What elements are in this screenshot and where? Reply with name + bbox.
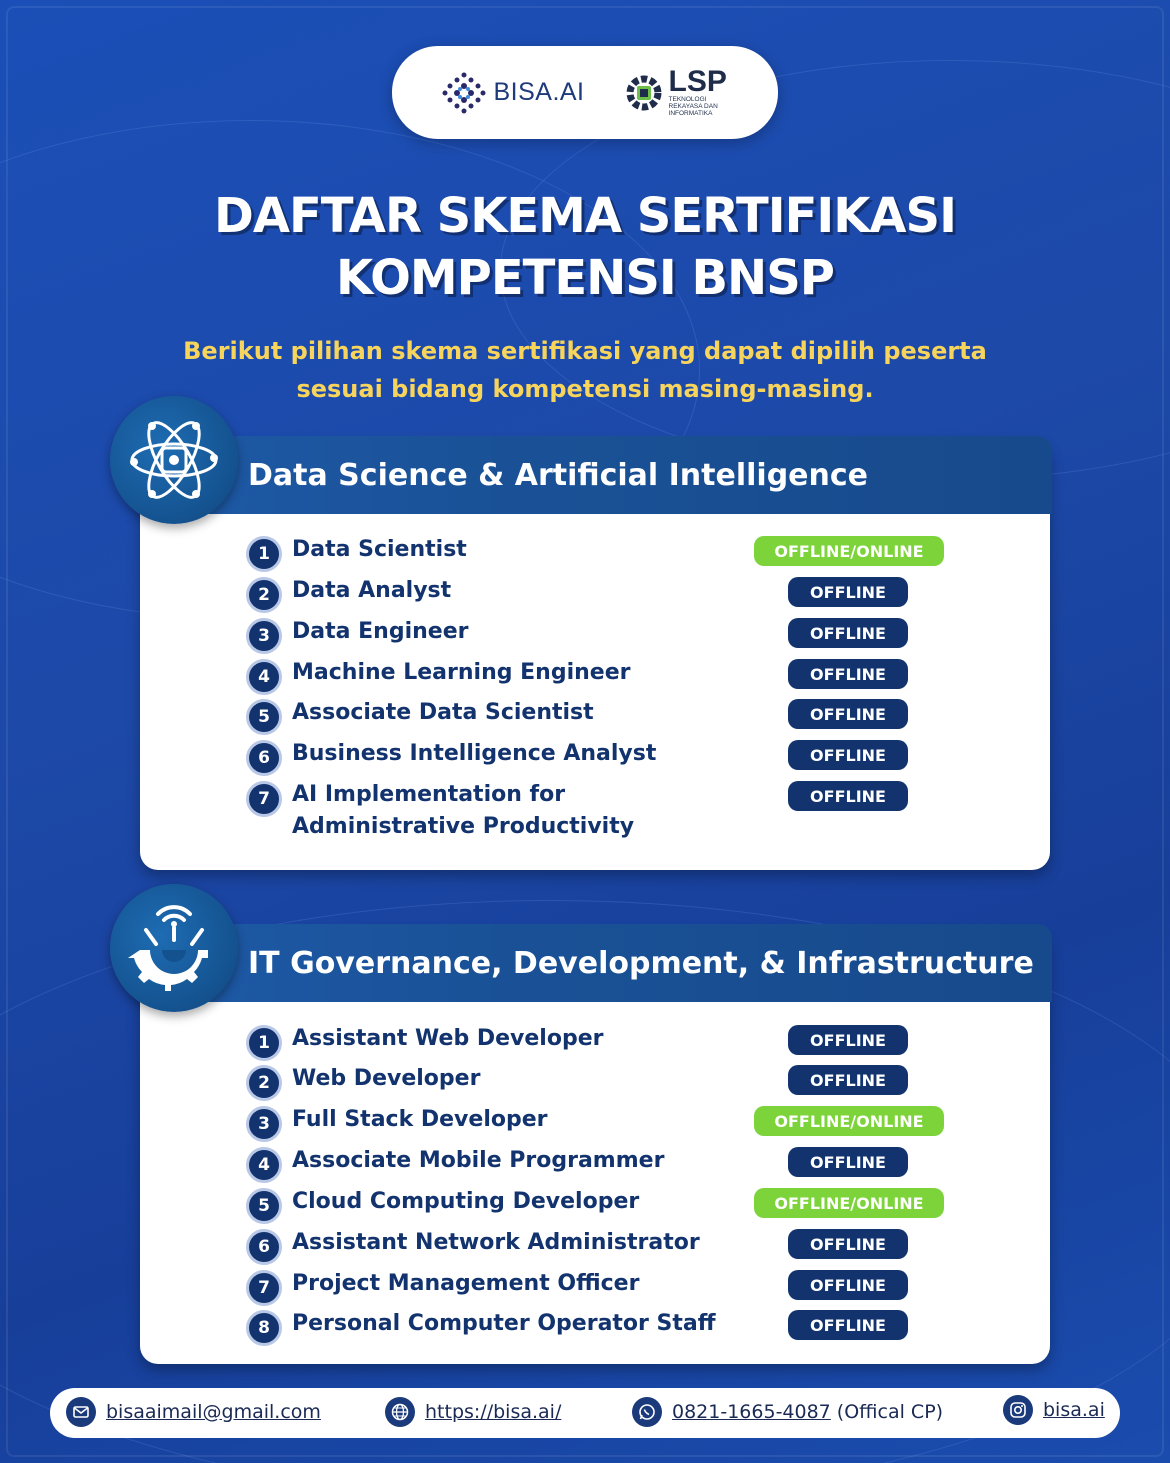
mode-badge: OFFLINE <box>788 1310 908 1340</box>
mode-badge: OFFLINE/ONLINE <box>754 1106 944 1136</box>
bisa-ai-logo-text: BISA.AI <box>493 78 585 106</box>
scheme-name: Associate Data Scientist <box>292 700 594 725</box>
item-number: 5 <box>246 1188 282 1224</box>
page-title-line1: DAFTAR SKEMA SERTIFIKASI <box>214 188 956 244</box>
subtitle-line2: sesuai bidang kompetensi masing-masing. <box>296 375 874 403</box>
contact-footer <box>50 1388 1120 1438</box>
item-number: 4 <box>246 1147 282 1183</box>
mode-badge: OFFLINE/ONLINE <box>754 536 944 566</box>
scheme-name: Machine Learning Engineer <box>292 660 631 685</box>
list-item <box>246 779 966 851</box>
item-number: 1 <box>246 536 282 572</box>
gear-wifi-icon <box>110 884 238 1012</box>
list-item <box>246 1227 966 1267</box>
mode-badge: OFFLINE <box>788 740 908 770</box>
contact-email[interactable] <box>66 1397 321 1427</box>
item-number: 3 <box>246 618 282 654</box>
item-number: 2 <box>246 577 282 613</box>
mode-badge: OFFLINE <box>788 618 908 648</box>
item-number: 6 <box>246 740 282 776</box>
item-number: 5 <box>246 699 282 735</box>
whatsapp-icon <box>632 1397 662 1427</box>
lsp-logo <box>623 67 729 117</box>
scheme-name: Cloud Computing Developer <box>292 1189 640 1214</box>
item-number: 4 <box>246 659 282 695</box>
contact-website[interactable] <box>385 1397 561 1427</box>
section-header-data-science <box>140 436 1052 514</box>
phone-note: (Offical CP) <box>836 1401 944 1423</box>
email-link[interactable]: bisaaimail@gmail.com <box>106 1401 321 1423</box>
lsp-logo-subtext: TEKNOLOGI REKAYASA DAN INFORMATIKA <box>668 96 718 117</box>
scheme-name: Data Analyst <box>292 578 452 603</box>
lsp-gear-icon <box>623 72 665 114</box>
item-number: 8 <box>246 1310 282 1346</box>
item-number: 7 <box>246 781 282 817</box>
list-item <box>246 1308 966 1348</box>
lsp-logo-text: LSP <box>668 65 727 99</box>
item-number: 2 <box>246 1065 282 1101</box>
list-item <box>246 1186 966 1226</box>
list-item <box>246 1023 966 1063</box>
mode-badge: OFFLINE <box>788 1065 908 1095</box>
mode-badge: OFFLINE/ONLINE <box>754 1188 944 1218</box>
globe-icon <box>385 1397 415 1427</box>
section-title: IT Governance, Development, & Infrastructure <box>248 945 1034 981</box>
mode-badge: OFFLINE <box>788 577 908 607</box>
atom-chip-icon <box>110 396 238 524</box>
scheme-name: Project Management Officer <box>292 1271 640 1296</box>
list-item <box>246 1268 966 1308</box>
website-link[interactable]: https://bisa.ai/ <box>425 1401 562 1423</box>
bisa-ai-logo-icon <box>441 70 487 116</box>
scheme-name: Personal Computer Operator Staff <box>292 1311 716 1336</box>
scheme-name: Data Scientist <box>292 537 467 562</box>
list-item <box>246 1145 966 1185</box>
phone-link[interactable]: 0821-1665-4087 <box>672 1401 831 1423</box>
mode-badge: OFFLINE <box>788 1270 908 1300</box>
instagram-icon <box>1003 1395 1033 1425</box>
bisa-ai-logo <box>441 70 584 116</box>
item-number: 1 <box>246 1025 282 1061</box>
scheme-name: AI Implementation for <box>292 782 566 807</box>
scheme-name-line2: Administrative Productivity <box>292 814 635 839</box>
scheme-name: Business Intelligence Analyst <box>292 741 657 766</box>
logo-banner <box>392 46 778 139</box>
mode-badge: OFFLINE <box>788 1025 908 1055</box>
scheme-name: Assistant Network Administrator <box>292 1230 700 1255</box>
list-item <box>246 1063 966 1103</box>
subtitle-line1: Berikut pilihan skema sertifikasi yang dapat dipilih peserta <box>183 337 987 365</box>
item-number: 6 <box>246 1229 282 1265</box>
list-item <box>246 657 966 697</box>
contact-phone[interactable] <box>632 1397 943 1427</box>
mail-icon <box>66 1397 96 1427</box>
list-item <box>246 738 966 778</box>
page-title-line2: KOMPETENSI BNSP <box>336 250 834 306</box>
scheme-name: Assistant Web Developer <box>292 1026 604 1051</box>
scheme-name: Associate Mobile Programmer <box>292 1148 665 1173</box>
mode-badge: OFFLINE <box>788 1147 908 1177</box>
section-title: Data Science & Artificial Intelligence <box>248 457 869 493</box>
list-item <box>246 616 966 656</box>
contact-instagram[interactable] <box>1003 1395 1105 1425</box>
mode-badge: OFFLINE <box>788 659 908 689</box>
list-item <box>246 534 966 574</box>
list-item <box>246 575 966 615</box>
item-number: 7 <box>246 1270 282 1306</box>
list-item <box>246 1104 966 1144</box>
scheme-name: Web Developer <box>292 1066 481 1091</box>
list-item <box>246 697 966 737</box>
item-number: 3 <box>246 1106 282 1142</box>
scheme-name: Data Engineer <box>292 619 469 644</box>
mode-badge: OFFLINE <box>788 699 908 729</box>
mode-badge: OFFLINE <box>788 781 908 811</box>
scheme-name: Full Stack Developer <box>292 1107 548 1132</box>
instagram-link[interactable]: bisa.ai <box>1043 1399 1105 1421</box>
mode-badge: OFFLINE <box>788 1229 908 1259</box>
section-header-it-governance <box>140 924 1052 1002</box>
